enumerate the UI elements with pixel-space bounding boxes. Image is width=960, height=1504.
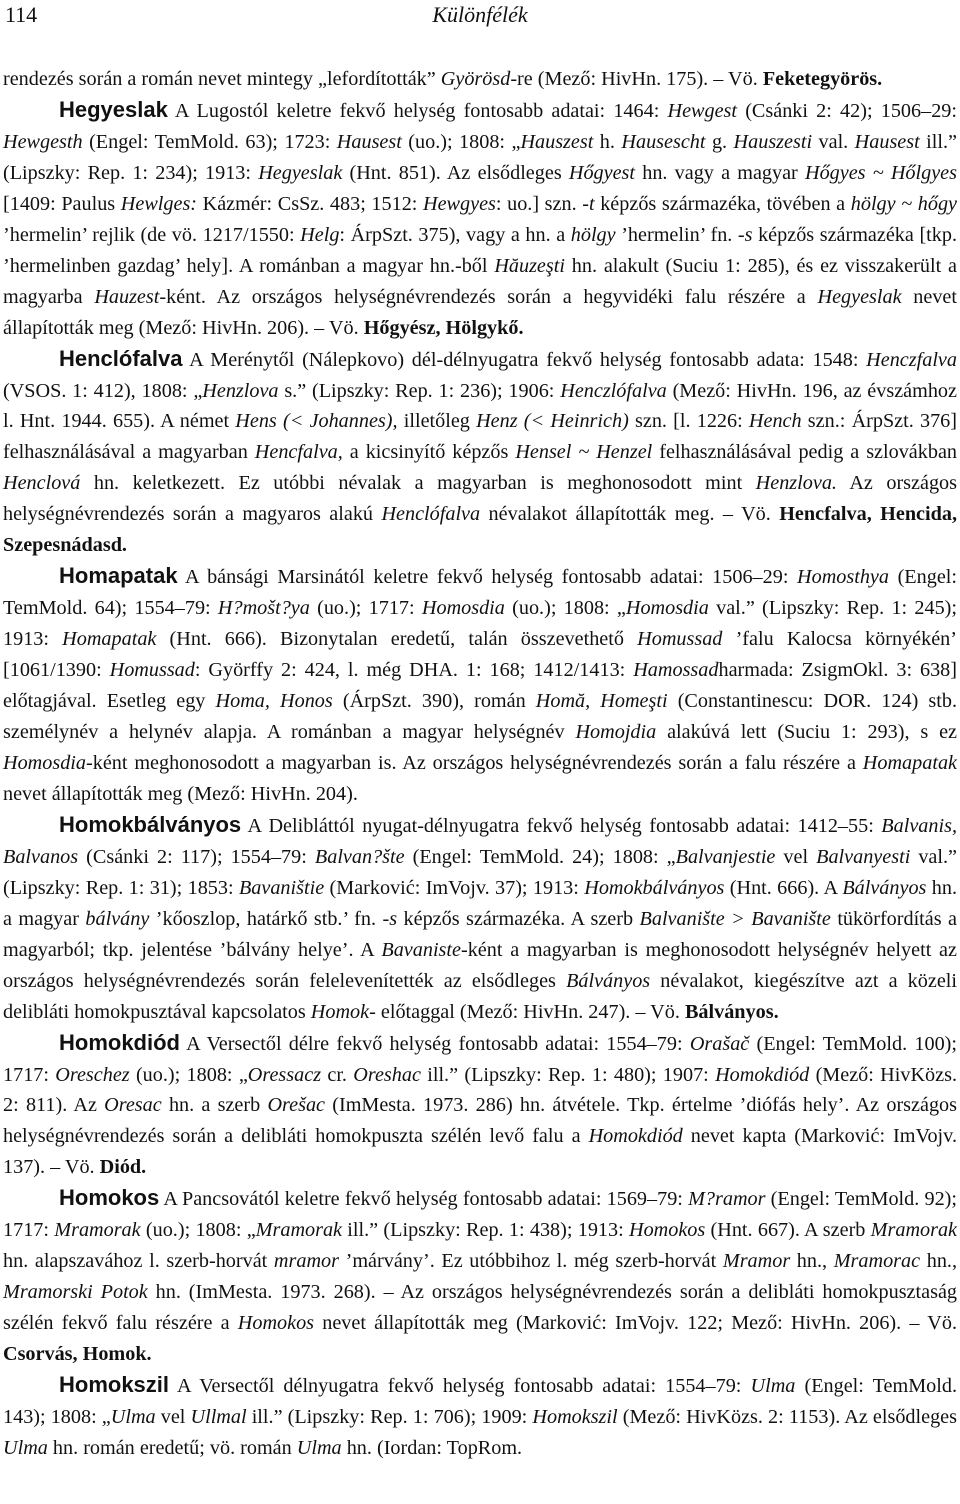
entry-headword: Homokos: [59, 1185, 160, 1211]
body-text: harmada: ZsigmOkl. 3: 638] előtagjával. Esetleg egy: [3, 659, 957, 713]
italic-text: Henzlova.: [755, 472, 837, 495]
body-text: g.: [705, 130, 734, 153]
italic-text: Oressacz: [247, 1063, 322, 1086]
body-text: (Marković: ImVojv. 37); 1913:: [324, 876, 585, 899]
italic-text: Homokos: [629, 1219, 706, 1242]
italic-text: Hauszest: [520, 130, 594, 153]
body-text: ’falu Kalocsa környékén’ [1061/1390:: [3, 628, 957, 682]
body-text: hn. a szerb: [161, 1094, 268, 1117]
body-text: nevet állapították meg (Marković: ImVojv. 122; Mező: HivHn. 206). – Vö.: [314, 1312, 957, 1335]
body-text: (uo.); 1808: „: [140, 1219, 256, 1242]
italic-text: Hausest: [336, 130, 402, 153]
page-header: [3, 0, 957, 36]
italic-text: Hewgyes: [423, 192, 496, 215]
italic-text: Hőgyes ~ Hőlgyes: [804, 161, 957, 184]
body-text: (uo.); 1808: „: [129, 1063, 248, 1086]
italic-text: Balvanis, Balvanos: [3, 814, 957, 868]
body-text: val.” (Lipszky: Rep. 1: 31); 1853:: [3, 845, 958, 899]
body-text: cr.: [321, 1063, 354, 1086]
italic-text: Orešac: [267, 1094, 326, 1117]
dictionary-entry: [3, 561, 957, 810]
body-text: A Merénytől (Nálepkovo) dél-délnyugatra fekvő helység fontosabb adata: 1548:: [182, 348, 867, 371]
italic-text: Homosthya: [797, 566, 889, 589]
italic-text: Ulma: [296, 1436, 342, 1459]
italic-text: Mramorak: [255, 1219, 343, 1242]
dictionary-entry: [3, 1183, 957, 1370]
italic-text: Mramorak: [870, 1219, 958, 1242]
italic-text: Hench: [748, 410, 802, 433]
body-text: hn. alakult (Suciu 1: 285), és ez visszakerült a magyarba: [3, 254, 957, 308]
body-text: ill.” (Lipszky: Rep. 1: 480); 1907:: [420, 1063, 716, 1086]
italic-text: Hauszesti: [733, 130, 813, 153]
body-text: (Engel: TemMold. 24); 1808: „: [404, 845, 676, 868]
body-text: (Engel: TemMold. 64); 1554–79:: [3, 566, 957, 620]
body-text: (Mező: HivHn. 196, az évszámhoz l. Hnt. 1944. 655). A német: [3, 379, 957, 433]
body-text: (uo.); 1808: „: [504, 597, 626, 620]
body-text: nevet állapították meg (Mező: HivHn. 204).: [3, 782, 358, 805]
body-text: (Csánki 2: 42); 1506–29:: [737, 99, 957, 122]
body-text: előtaggal (Mező: HivHn. 247). – Vö.: [375, 1000, 685, 1023]
body-text: (ÁrpSzt. 390), román: [332, 690, 536, 713]
italic-text: Bavaniste: [381, 938, 461, 961]
body-text: (Engel: TemMold. 63); 1723:: [82, 130, 337, 153]
dictionary-entry: [3, 95, 957, 344]
body-text: -ként meghonosodott a magyarban is. Az országos helységnévrendezés során a falu részére a: [86, 751, 863, 774]
italic-text: -s: [737, 223, 753, 246]
italic-text: Helg: [300, 223, 340, 246]
body-text: nevet kapta (Marković: ImVojv. 137). – Vö.: [3, 1125, 957, 1179]
italic-text: Hausest: [854, 130, 920, 153]
body-text: hn. vagy a magyar: [635, 161, 805, 184]
body-text: szn.: ÁrpSzt. 376] felhasználásával a magyarban: [3, 410, 957, 464]
italic-text: Homokszil: [532, 1405, 618, 1428]
dictionary-text: [3, 64, 957, 1464]
body-text: : Györffy 2: 424, l. még DHA. 1: 168; 1412/1413:: [194, 659, 634, 682]
italic-text: bálvány: [85, 907, 150, 930]
italic-text: Homojdia: [575, 721, 657, 744]
italic-text: -s: [382, 907, 398, 930]
italic-text: Hegyeslak: [258, 161, 343, 184]
dictionary-entry: [3, 1028, 957, 1184]
body-text: (Mező: HivKözs. 2: 811). Az: [3, 1063, 957, 1117]
italic-text: Hausescht: [621, 130, 706, 153]
body-text: A bánsági Marsinától keletre fekvő helység fontosabb adatai: 1506–29:: [177, 566, 798, 589]
italic-text: Mramorac: [833, 1250, 921, 1273]
body-text: (Hnt. 666). A: [724, 876, 843, 899]
italic-text: Homosdia: [3, 751, 86, 774]
entry-headword: Hegyeslak: [59, 96, 168, 122]
body-text: -ként a magyarban is meghonosodott helységnév helyett az országos helységnévrendezés során felelevenítették az elsődleges: [3, 938, 957, 992]
italic-text: Hăuzeşti: [494, 254, 565, 277]
cross-reference: Csorvás, Homok.: [3, 1343, 152, 1366]
italic-text: hölgy: [570, 223, 616, 246]
italic-text: Hewgest: [667, 99, 738, 122]
body-text: val.” (Lipszky: Rep. 1: 245); 1913:: [3, 597, 958, 651]
italic-text: Balvanyesti: [816, 845, 911, 868]
cross-reference: Hőgyész, Hölgykő.: [363, 316, 524, 339]
entry-headword: Homapatak: [59, 563, 178, 589]
italic-text: Hens (< Johannes),: [235, 410, 398, 433]
italic-text: Henczfalva: [866, 348, 957, 371]
italic-text: Ulma: [750, 1375, 796, 1398]
italic-text: mramor: [273, 1250, 339, 1273]
italic-text: Ulma: [110, 1405, 156, 1428]
body-text: hn. román eredetű; vö. román: [47, 1436, 297, 1459]
body-text: ill.” (Lipszky: Rep. 1: 438); 1913:: [342, 1219, 629, 1242]
italic-text: hölgy ~ hőgy: [850, 192, 958, 215]
entry-headword: Homokdiód: [59, 1029, 180, 1055]
body-text: ’hermelin’ rejlik (de vö. 1217/1550:: [3, 223, 301, 246]
italic-text: Homapatak: [62, 628, 157, 651]
italic-text: Henclófalva: [381, 503, 481, 526]
italic-text: Homokdiód: [715, 1063, 810, 1086]
body-text: ill.” (Lipszky: Rep. 1: 706); 1909:: [246, 1405, 533, 1428]
italic-text: Bavaništie: [238, 876, 325, 899]
body-text: : uo.] szn.: [495, 192, 583, 215]
body-text: hn. (ImMesta. 1973. 268). – Az országos helységnévrendezés során a delibláti homokpusztaság szélén fekvő falu részére a: [3, 1281, 957, 1335]
italic-text: Hegyeslak: [817, 285, 902, 308]
italic-text: -t: [582, 192, 595, 215]
italic-text: Homapatak: [862, 751, 957, 774]
continuation-paragraph: [3, 64, 957, 95]
body-text: hn. alapszavához l. szerb-horvát: [3, 1250, 274, 1273]
body-text: hn.,: [920, 1250, 958, 1273]
body-text: alakúvá lett (Suciu 1: 293), s ez: [656, 721, 957, 744]
body-text: ’hermelin’ fn.: [615, 223, 738, 246]
italic-text: Oreshac: [353, 1063, 421, 1086]
italic-text: Orašač: [689, 1032, 750, 1055]
body-text: -ként. Az országos helységnévrendezés során a hegyvidéki falu részére a: [159, 285, 818, 308]
body-text: hn. keletkezett. Ez utóbbi névalak a magyarban is meghonosodott mint: [80, 472, 756, 495]
cross-reference: Diód.: [99, 1156, 147, 1179]
body-text: ’kőoszlop, határkő stb.’ fn.: [149, 907, 383, 930]
italic-text: Henclová: [3, 472, 81, 495]
body-text: képzős származéka, tövében a: [594, 192, 851, 215]
italic-text: Balvanjestie: [675, 845, 776, 868]
running-head: Különfélék: [432, 2, 528, 27]
entry-headword: Henclófalva: [59, 345, 183, 371]
dictionary-entry: [3, 1370, 957, 1464]
italic-text: Homok-: [310, 1000, 376, 1023]
italic-text: Oresac: [104, 1094, 162, 1117]
italic-text: Henzlova: [202, 379, 279, 402]
body-text: (Hnt. 667). A szerb: [705, 1219, 871, 1242]
body-text: ’márvány’. Ez utóbbihoz l. még szerb-horvát: [338, 1250, 723, 1273]
italic-text: Hencfalva,: [254, 441, 343, 464]
body-text: : ÁrpSzt. 375), vagy a hn. a: [339, 223, 571, 246]
body-text: A Pancsovától keletre fekvő helység fontosabb adatai: 1569–79:: [159, 1188, 689, 1211]
italic-text: Homussad: [109, 659, 195, 682]
body-text: vel: [155, 1405, 191, 1428]
italic-text: Hewlges:: [120, 192, 198, 215]
body-text: (ImMesta. 1973. 286) hn. átvétele. Tkp. értelme ’diófás hely’. Az országos helységnévrendezés során a delibláti homokpuszta szélén levő falu a: [3, 1094, 957, 1148]
body-text: szn. [l. 1226:: [628, 410, 749, 433]
italic-text: Homă, Homeşti: [535, 690, 668, 713]
body-text: nevet állapították meg (Mező: HivHn. 206). – Vö.: [3, 285, 958, 339]
entry-headword: Homokbálványos: [59, 811, 242, 837]
italic-text: Homosdia: [625, 597, 709, 620]
italic-text: Bálványos: [566, 969, 651, 992]
cross-reference: Bálványos.: [684, 1000, 779, 1023]
body-text: rendezés során a román nevet mintegy „lefordították”: [3, 68, 441, 90]
body-text: (Engel: TemMold. 143); 1808: „: [3, 1375, 957, 1428]
italic-text: Hewgesth: [3, 130, 83, 153]
italic-text: Homokdiód: [588, 1125, 683, 1148]
body-text: névalakot, kiegészítve azt a közeli delibláti homokpusztával kapcsolatos: [3, 969, 957, 1023]
italic-text: H?mošt?ya: [217, 597, 310, 620]
body-text: A Delibláttól nyugat-délnyugatra fekvő helység fontosabb adatai: 1412–55:: [241, 814, 882, 837]
italic-text: Homosdia: [421, 597, 505, 620]
italic-text: Homa, Honos: [215, 690, 333, 713]
italic-text: Homussad: [637, 628, 723, 651]
italic-text: Henz (< Heinrich): [476, 410, 629, 433]
body-text: képzős származéka. A szerb: [397, 907, 640, 930]
italic-text: Györösd: [440, 68, 511, 90]
body-text: (uo.); 1717:: [309, 597, 422, 620]
body-text: illetőleg: [397, 410, 477, 433]
body-text: hn. (Iordan: TopRom.: [341, 1436, 523, 1459]
italic-text: Henczlófalva: [560, 379, 667, 402]
body-text: hn. a magyar: [3, 876, 958, 930]
italic-text: M?ramor: [688, 1188, 766, 1211]
italic-text: Bálványos: [842, 876, 927, 899]
body-text: h.: [593, 130, 622, 153]
italic-text: Ullmal: [190, 1405, 247, 1428]
italic-text: Balvan?šte: [314, 845, 405, 868]
body-text: A Versectől délnyugatra fekvő helység fontosabb adatai: 1554–79:: [169, 1375, 751, 1398]
italic-text: Hőgyest: [568, 161, 636, 184]
italic-text: Mramor: [722, 1250, 791, 1273]
body-text: Kázmér: CsSz. 483; 1512:: [197, 192, 424, 215]
body-text: vel: [775, 845, 817, 868]
page-number: 114: [5, 2, 38, 27]
body-text: (Engel: TemMold. 92); 1717:: [3, 1188, 958, 1242]
body-text: [1409: Paulus: [3, 192, 121, 215]
body-text: (uo.); 1808: „: [401, 130, 521, 153]
body-text: (Hnt. 851). Az elsődleges: [342, 161, 569, 184]
italic-text: Homokbálványos: [584, 876, 725, 899]
dictionary-entry: [3, 810, 957, 1028]
italic-text: Mramorak: [54, 1219, 141, 1242]
body-text: (Engel: TemMold. 100); 1717:: [3, 1032, 957, 1086]
italic-text: Balvanište > Bavanište: [639, 907, 831, 930]
body-text: (Constantinescu: DOR. 124) stb. személynév a helynév alapja. A románban a magyar helységnév: [3, 690, 958, 744]
body-text: felhasználásával pedig a szlovákban: [652, 441, 958, 464]
body-text: (VSOS. 1: 412), 1808: „: [3, 379, 203, 402]
body-text: (Hnt. 666). Bizonytalan eredetű, talán összevethető: [156, 628, 638, 651]
italic-text: Mramorski Potok: [3, 1281, 148, 1304]
body-text: val.: [812, 130, 855, 153]
cross-reference: Hencfalva, Hencida, Szepesnádasd.: [3, 503, 957, 557]
body-text: s.” (Lipszky: Rep. 1: 236); 1906:: [278, 379, 561, 402]
cross-reference: Feketegyörös.: [762, 68, 883, 90]
body-text: névalakot állapították meg. – Vö.: [480, 503, 780, 526]
italic-text: Homokos: [237, 1312, 315, 1335]
italic-text: Hamossad: [633, 659, 719, 682]
body-text: (Csánki 2: 117); 1554–79:: [78, 845, 315, 868]
entry-headword: Homokszil: [59, 1372, 170, 1398]
body-text: képzős származéka [tkp. ’hermelinben gazdag’ hely]. A románban a magyar hn.-ből: [3, 223, 958, 277]
dictionary-entry: [3, 344, 957, 562]
body-text: hn.,: [790, 1250, 834, 1273]
body-text: A Lugostól keletre fekvő helység fontosabb adatai: 1464:: [167, 99, 668, 122]
body-text: a kicsinyítő képzős: [342, 441, 516, 464]
body-text: (Mező: HivKözs. 2: 1153). Az elsődleges: [617, 1405, 957, 1428]
body-text: Az országos helységnévrendezés során a magyaros alakú: [3, 472, 958, 526]
italic-text: Hauzest: [94, 285, 160, 308]
body-text: ill.” (Lipszky: Rep. 1: 234); 1913:: [3, 130, 958, 184]
italic-text: Oreschez: [55, 1063, 130, 1086]
italic-text: Ulma: [3, 1436, 48, 1459]
italic-text: Hensel ~ Henzel: [515, 441, 653, 464]
body-text: A Versectől délre fekvő helység fontosabb adatai: 1554–79:: [180, 1032, 690, 1055]
body-text: -re (Mező: HivHn. 175). – Vö.: [510, 68, 763, 90]
body-text: tükörfordítás a magyarból; tkp. jelentése ’bálvány helye’. A: [3, 907, 958, 961]
